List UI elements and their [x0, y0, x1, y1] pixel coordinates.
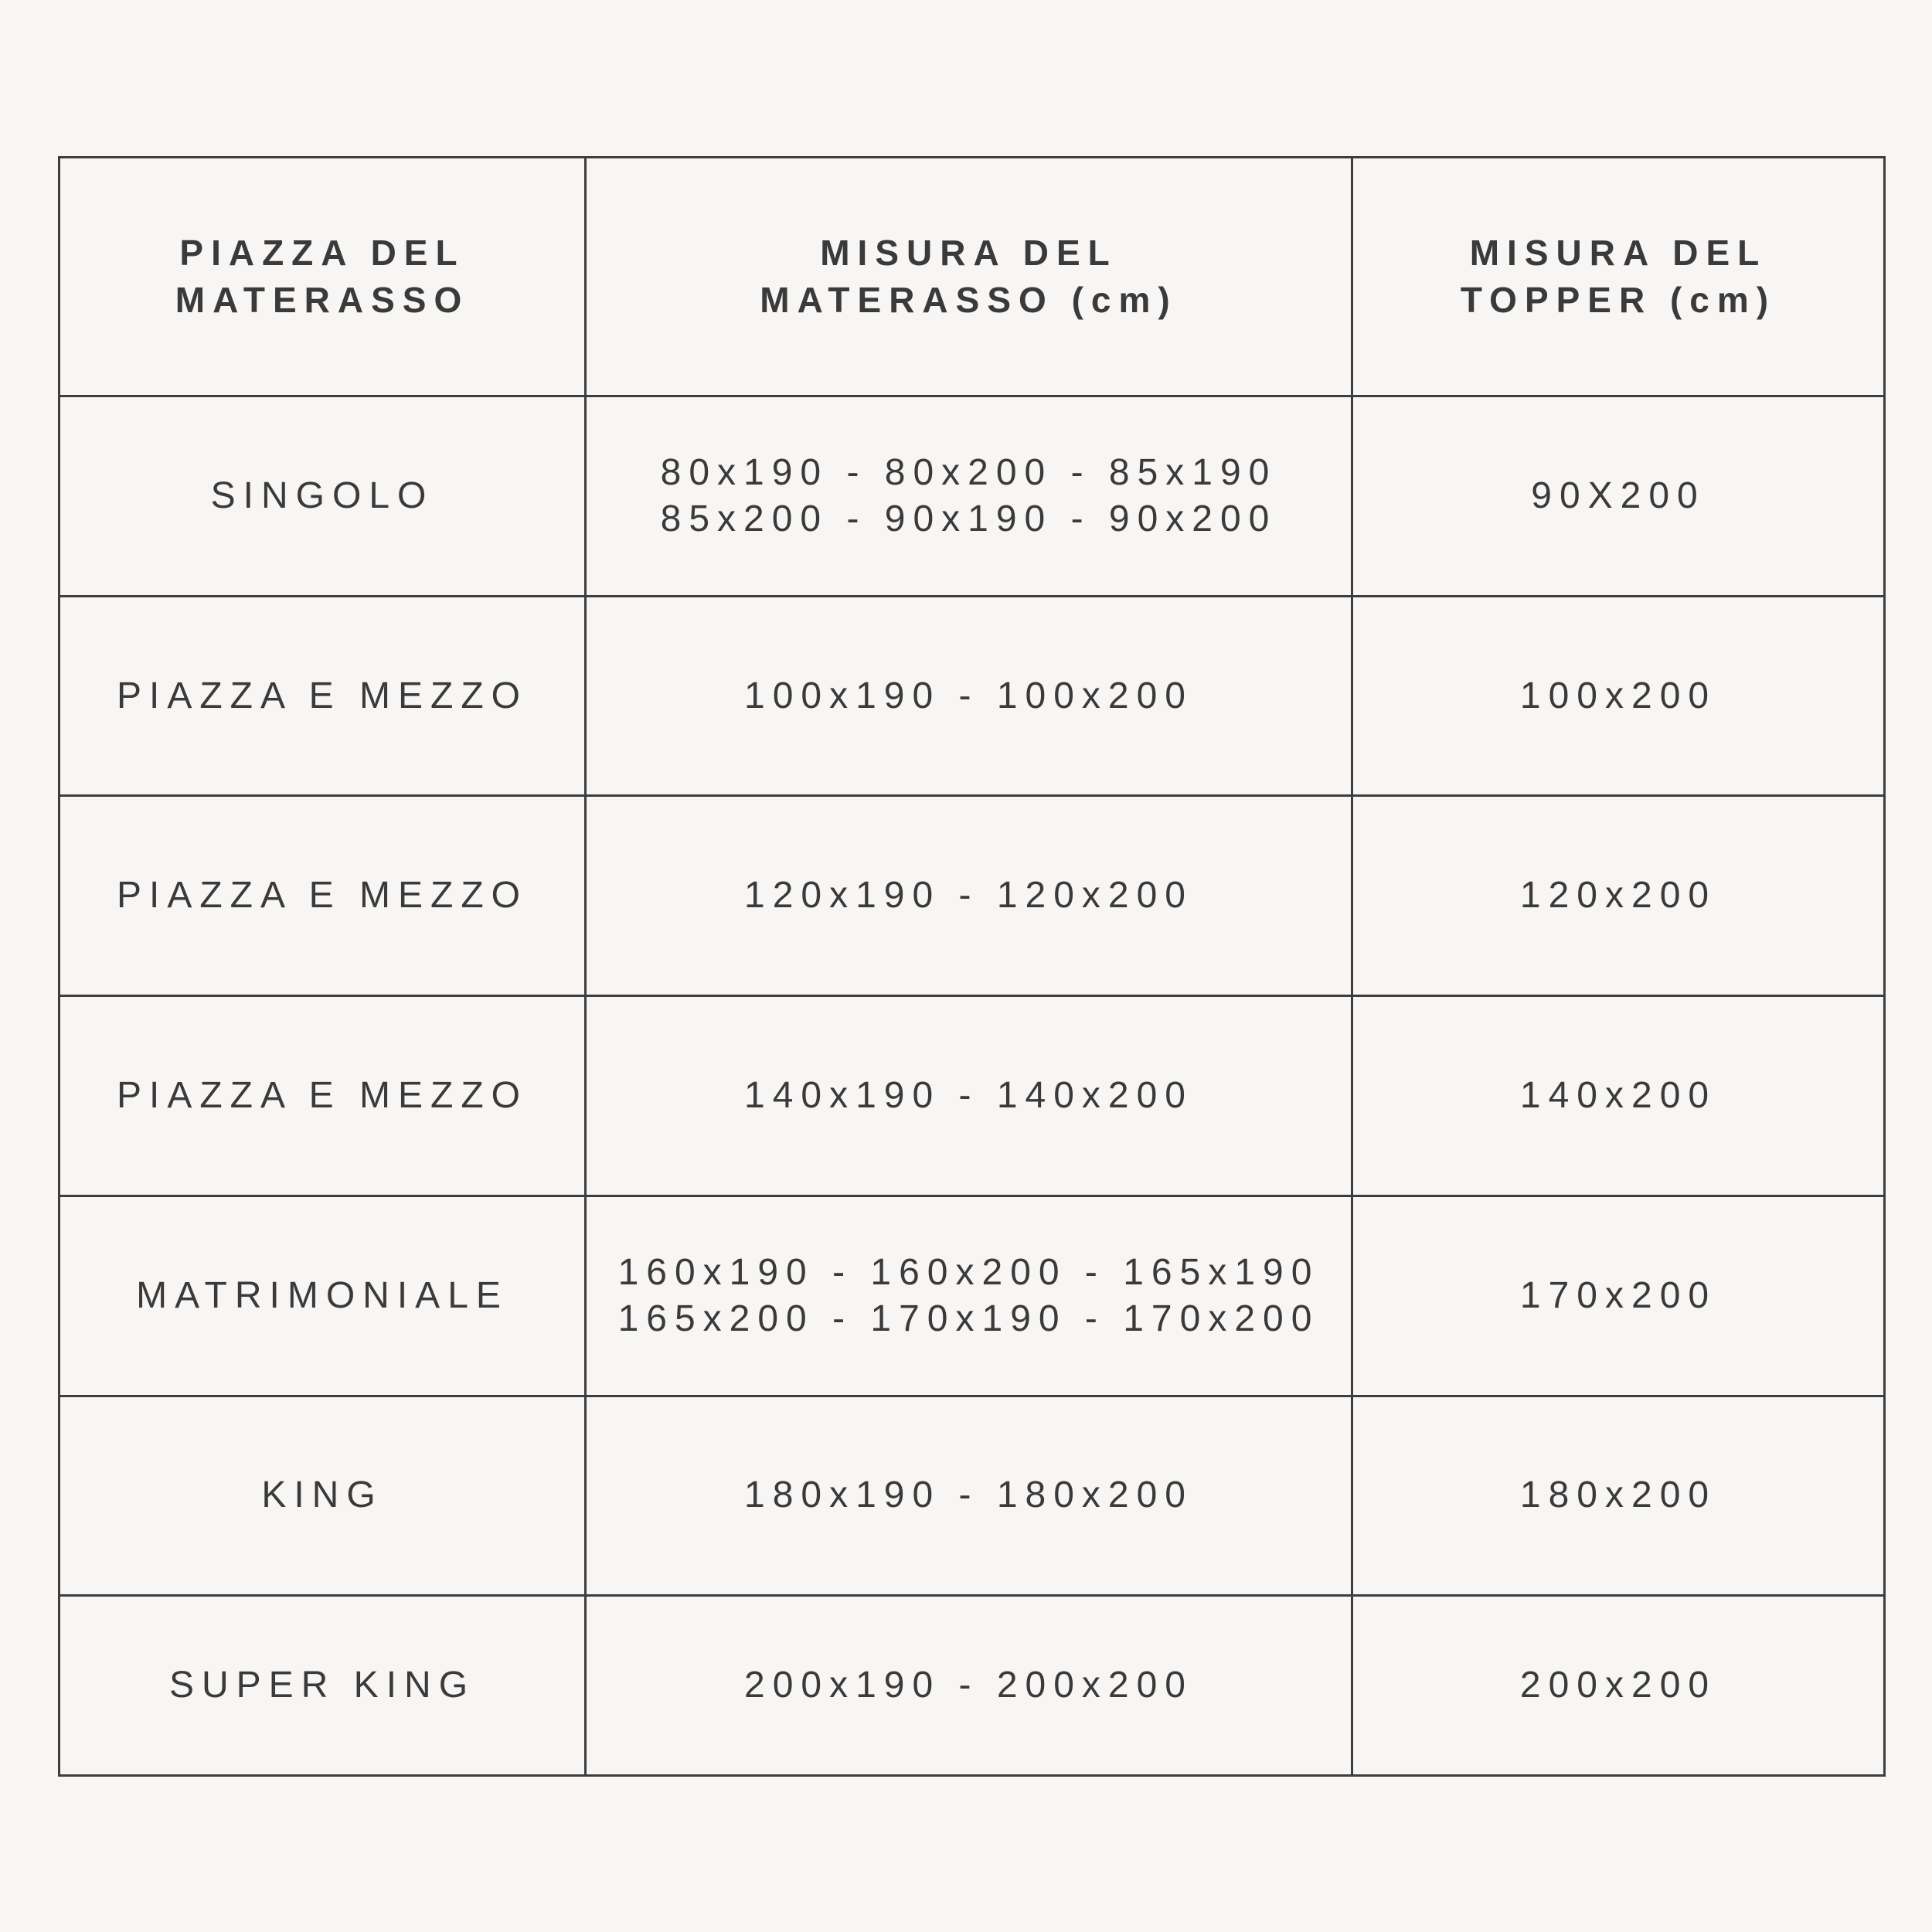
size-line: 100x190 - 100x200	[744, 675, 1193, 716]
materasso-size-cell	[586, 796, 1352, 996]
table-row	[60, 596, 1885, 796]
materasso-size-cell	[586, 396, 1352, 597]
header-text-line: MATERASSO (cm)	[760, 280, 1178, 320]
header-misura-del-materasso	[586, 158, 1352, 396]
piazza-cell: PIAZZA E MEZZO	[60, 796, 586, 996]
table-row	[60, 1396, 1885, 1596]
topper-size-cell: 180x200	[1352, 1396, 1885, 1596]
topper-size-cell: 200x200	[1352, 1596, 1885, 1776]
piazza-cell: KING	[60, 1396, 586, 1596]
table-row	[60, 796, 1885, 996]
header-piazza-del-materasso	[60, 158, 586, 396]
size-line: 160x190 - 160x200 - 165x190	[617, 1251, 1320, 1293]
size-line: 165x200 - 170x190 - 170x200	[617, 1298, 1320, 1339]
header-text-line: PIAZZA DEL	[179, 233, 465, 273]
header-text-line: MISURA DEL	[1469, 233, 1767, 273]
piazza-cell: MATRIMONIALE	[60, 1196, 586, 1396]
table-header-row	[60, 158, 1885, 396]
header-text-line: MATERASSO	[175, 280, 470, 320]
size-line: 200x190 - 200x200	[744, 1665, 1193, 1706]
header-text-line: MISURA DEL	[820, 233, 1117, 273]
table-row	[60, 396, 1885, 597]
table-row	[60, 1596, 1885, 1776]
materasso-size-cell	[586, 596, 1352, 796]
materasso-size-cell	[586, 1596, 1352, 1776]
size-line: 120x190 - 120x200	[744, 875, 1193, 917]
size-line: 180x190 - 180x200	[744, 1475, 1193, 1516]
size-table	[58, 156, 1886, 1777]
topper-size-cell: 140x200	[1352, 996, 1885, 1196]
table-row	[60, 996, 1885, 1196]
header-text-line: TOPPER (cm)	[1460, 280, 1777, 320]
topper-size-cell: 100x200	[1352, 596, 1885, 796]
piazza-cell: PIAZZA E MEZZO	[60, 596, 586, 796]
piazza-cell: PIAZZA E MEZZO	[60, 996, 586, 1196]
topper-size-cell: 90X200	[1352, 396, 1885, 597]
piazza-cell: SUPER KING	[60, 1596, 586, 1776]
header-misura-del-topper	[1352, 158, 1885, 396]
table-row	[60, 1196, 1885, 1396]
size-line: 140x190 - 140x200	[744, 1075, 1193, 1117]
topper-size-cell: 170x200	[1352, 1196, 1885, 1396]
topper-size-cell: 120x200	[1352, 796, 1885, 996]
materasso-size-cell	[586, 996, 1352, 1196]
piazza-cell: SINGOLO	[60, 396, 586, 597]
materasso-size-cell	[586, 1196, 1352, 1396]
size-line: 85x200 - 90x190 - 90x200	[660, 498, 1277, 539]
size-line: 80x190 - 80x200 - 85x190	[660, 451, 1277, 493]
materasso-size-cell	[586, 1396, 1352, 1596]
